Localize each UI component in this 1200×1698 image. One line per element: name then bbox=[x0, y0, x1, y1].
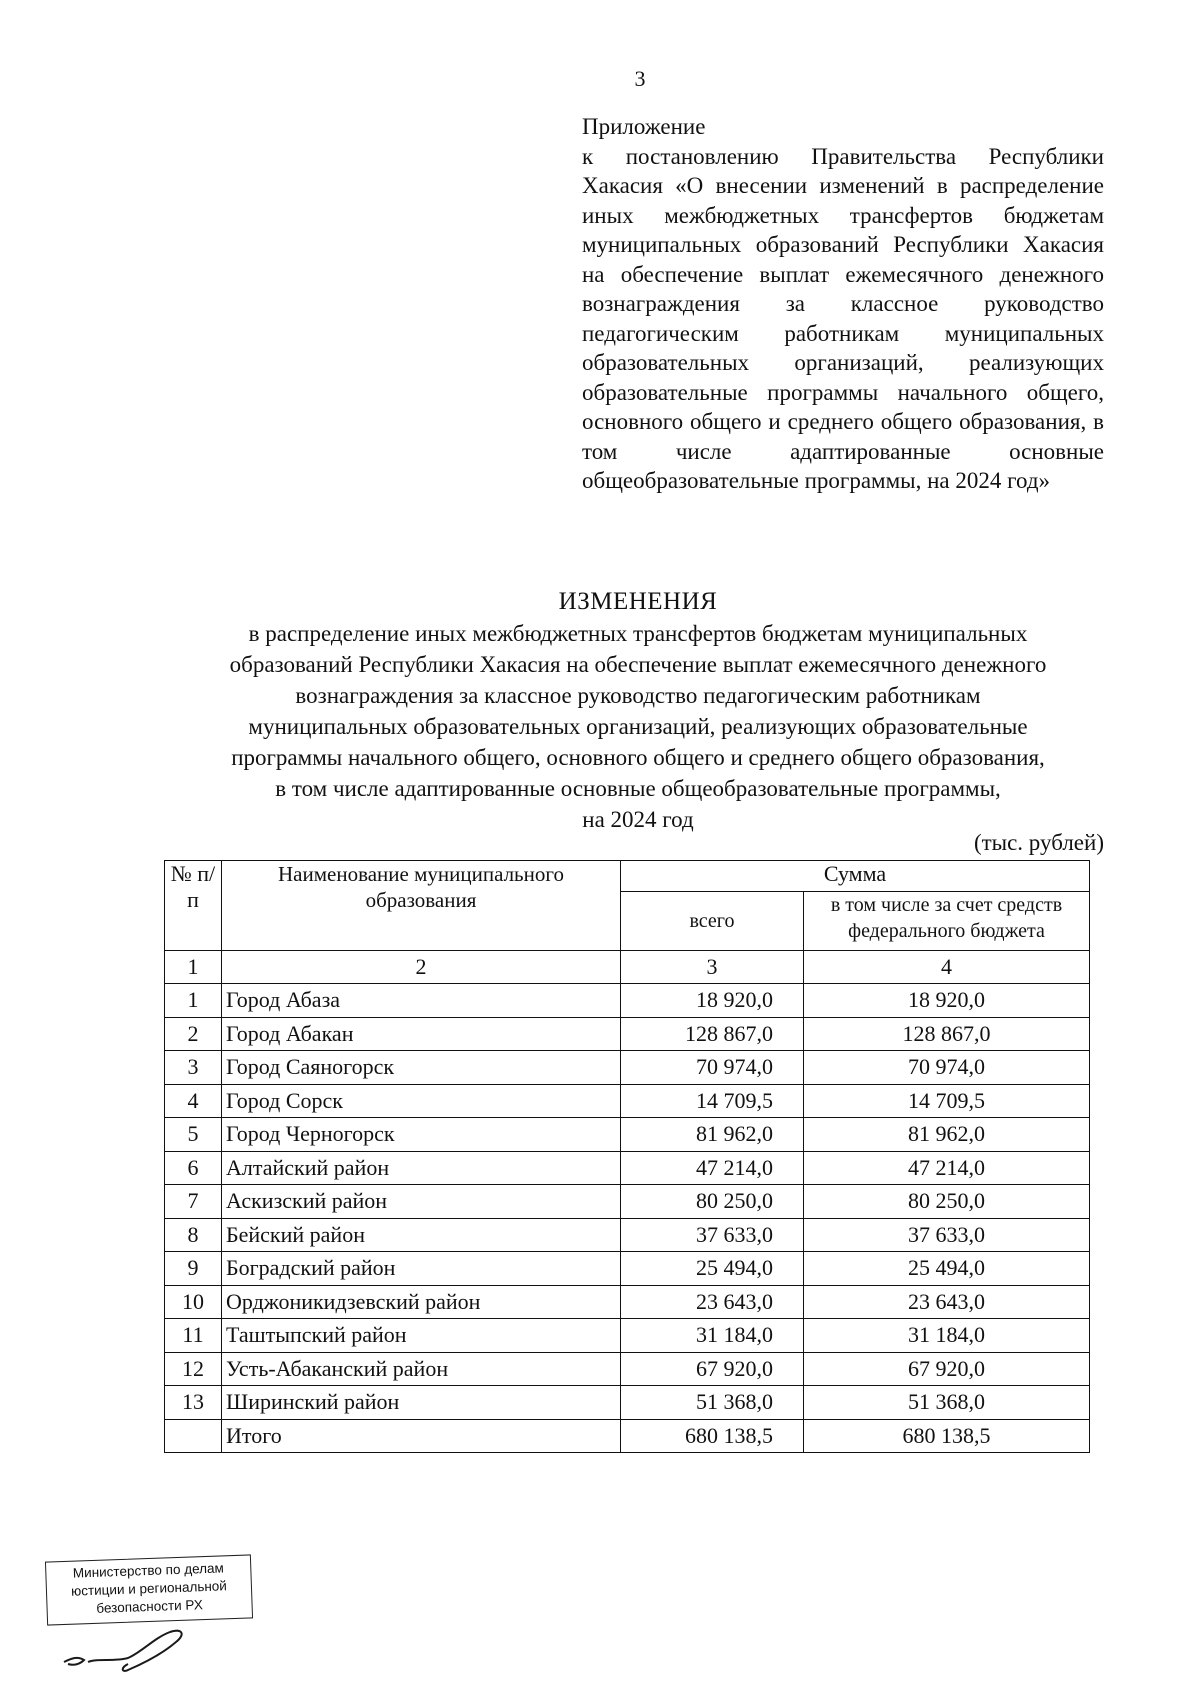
table-row bbox=[165, 1386, 1090, 1420]
table-row bbox=[165, 1185, 1090, 1219]
page-number: 3 bbox=[634, 66, 646, 91]
col-federal-header: в том числе за счет средств федерального бюджета bbox=[804, 892, 1090, 951]
units-label: (тыс. рублей) bbox=[973, 830, 1104, 855]
row-number: 1 bbox=[165, 984, 222, 1018]
row-name: Итого bbox=[222, 1419, 621, 1453]
row-total: 70 974,0 bbox=[621, 1051, 804, 1085]
col-index: 1 bbox=[165, 951, 222, 984]
row-name: Таштыпский район bbox=[222, 1319, 621, 1353]
row-federal: 31 184,0 bbox=[804, 1319, 1090, 1353]
row-number: 11 bbox=[165, 1319, 222, 1353]
table-row bbox=[165, 1285, 1090, 1319]
row-number: 12 bbox=[165, 1352, 222, 1386]
row-federal: 14 709,5 bbox=[804, 1084, 1090, 1118]
table-row bbox=[165, 1218, 1090, 1252]
col-number-header: № п/п bbox=[165, 861, 222, 951]
row-total: 37 633,0 bbox=[621, 1218, 804, 1252]
appendix-title: Приложение bbox=[582, 114, 706, 139]
row-number: 10 bbox=[165, 1285, 222, 1319]
table-row bbox=[165, 1118, 1090, 1152]
heading-line: муниципальных образовательных организаций, реализующих образовательные bbox=[248, 714, 1028, 739]
row-federal: 47 214,0 bbox=[804, 1151, 1090, 1185]
row-federal: 18 920,0 bbox=[804, 984, 1090, 1018]
row-total: 80 250,0 bbox=[621, 1185, 804, 1219]
col-sum-header: Сумма bbox=[621, 861, 1090, 892]
row-number bbox=[165, 1419, 222, 1453]
row-federal: 81 962,0 bbox=[804, 1118, 1090, 1152]
table-row bbox=[165, 1017, 1090, 1051]
table-row bbox=[165, 1352, 1090, 1386]
row-number: 13 bbox=[165, 1386, 222, 1420]
signature bbox=[58, 1618, 208, 1678]
heading-line: вознаграждения за классное руководство педагогическим работникам bbox=[295, 683, 981, 708]
table-row bbox=[165, 1319, 1090, 1353]
row-number: 5 bbox=[165, 1118, 222, 1152]
row-number: 4 bbox=[165, 1084, 222, 1118]
row-name: Алтайский район bbox=[222, 1151, 621, 1185]
row-name: Бейский район bbox=[222, 1218, 621, 1252]
table-row bbox=[165, 1151, 1090, 1185]
table-row bbox=[165, 1051, 1090, 1085]
table-row bbox=[165, 1252, 1090, 1286]
row-name: Город Сорск bbox=[222, 1084, 621, 1118]
document-heading bbox=[150, 586, 1126, 835]
row-total: 51 368,0 bbox=[621, 1386, 804, 1420]
row-federal: 25 494,0 bbox=[804, 1252, 1090, 1286]
row-federal: 70 974,0 bbox=[804, 1051, 1090, 1085]
row-name: Усть-Абаканский район bbox=[222, 1352, 621, 1386]
heading-line: программы начального общего, основного общего и среднего общего образования, bbox=[231, 745, 1045, 770]
row-name: Город Абакан bbox=[222, 1017, 621, 1051]
row-total: 14 709,5 bbox=[621, 1084, 804, 1118]
row-total: 31 184,0 bbox=[621, 1319, 804, 1353]
row-total: 47 214,0 bbox=[621, 1151, 804, 1185]
col-total-header: всего bbox=[621, 892, 804, 951]
row-total: 128 867,0 bbox=[621, 1017, 804, 1051]
heading-title: ИЗМЕНЕНИЯ bbox=[558, 588, 718, 615]
heading-line: на 2024 год bbox=[582, 807, 694, 832]
row-name: Город Абаза bbox=[222, 984, 621, 1018]
col-name-header: Наименование муниципального образования bbox=[222, 861, 621, 951]
row-name: Орджоникидзевский район bbox=[222, 1285, 621, 1319]
row-number: 9 bbox=[165, 1252, 222, 1286]
row-federal: 128 867,0 bbox=[804, 1017, 1090, 1051]
heading-line: образований Республики Хакасия на обеспечение выплат ежемесячного денежного bbox=[229, 652, 1047, 677]
row-name: Ширинский район bbox=[222, 1386, 621, 1420]
col-index: 3 bbox=[621, 951, 804, 984]
row-name: Город Черногорск bbox=[222, 1118, 621, 1152]
row-total: 25 494,0 bbox=[621, 1252, 804, 1286]
stamp-line: Министерство по делам bbox=[72, 1560, 225, 1581]
heading-line: в том числе адаптированные основные общеобразовательные программы, bbox=[275, 776, 1001, 801]
table-row bbox=[165, 1419, 1090, 1453]
row-total: 67 920,0 bbox=[621, 1352, 804, 1386]
row-total: 18 920,0 bbox=[621, 984, 804, 1018]
row-number: 8 bbox=[165, 1218, 222, 1252]
row-federal: 67 920,0 bbox=[804, 1352, 1090, 1386]
distribution-table bbox=[164, 860, 1090, 1453]
ministry-stamp bbox=[45, 1554, 253, 1625]
row-federal: 23 643,0 bbox=[804, 1285, 1090, 1319]
row-number: 2 bbox=[165, 1017, 222, 1051]
heading-line: в распределение иных межбюджетных трансфертов бюджетам муниципальных bbox=[248, 621, 1028, 646]
table-row bbox=[165, 984, 1090, 1018]
row-number: 6 bbox=[165, 1151, 222, 1185]
col-index: 2 bbox=[222, 951, 621, 984]
row-federal: 80 250,0 bbox=[804, 1185, 1090, 1219]
row-name: Аскизский район bbox=[222, 1185, 621, 1219]
appendix-block bbox=[582, 112, 1104, 496]
row-total: 23 643,0 bbox=[621, 1285, 804, 1319]
stamp-line: безопасности РХ bbox=[96, 1597, 204, 1616]
row-number: 7 bbox=[165, 1185, 222, 1219]
row-federal: 37 633,0 bbox=[804, 1218, 1090, 1252]
row-total: 81 962,0 bbox=[621, 1118, 804, 1152]
col-index: 4 bbox=[804, 951, 1090, 984]
row-federal: 680 138,5 bbox=[804, 1419, 1090, 1453]
table-row bbox=[165, 1084, 1090, 1118]
stamp-line: юстиции и региональной bbox=[70, 1578, 228, 1599]
row-federal: 51 368,0 bbox=[804, 1386, 1090, 1420]
row-name: Боградский район bbox=[222, 1252, 621, 1286]
row-total: 680 138,5 bbox=[621, 1419, 804, 1453]
row-name: Город Саяногорск bbox=[222, 1051, 621, 1085]
row-number: 3 bbox=[165, 1051, 222, 1085]
appendix-text: к постановлению Правительства Республики Хакасия «О внесении изменений в распределение иных межбюджетных трансфертов бюджетам муниципальных образований Республики Хакасия на обеспечение выплат ежемесячного денежного вознаграждения за классное руководство педагогическим работникам муниципальных образовательных организаций, реализующих образовательные программы начального общего, основного общего и среднего общего образования, в том числе адаптированные основные общеобразовательные программы, на 2024 год» bbox=[582, 143, 1104, 493]
